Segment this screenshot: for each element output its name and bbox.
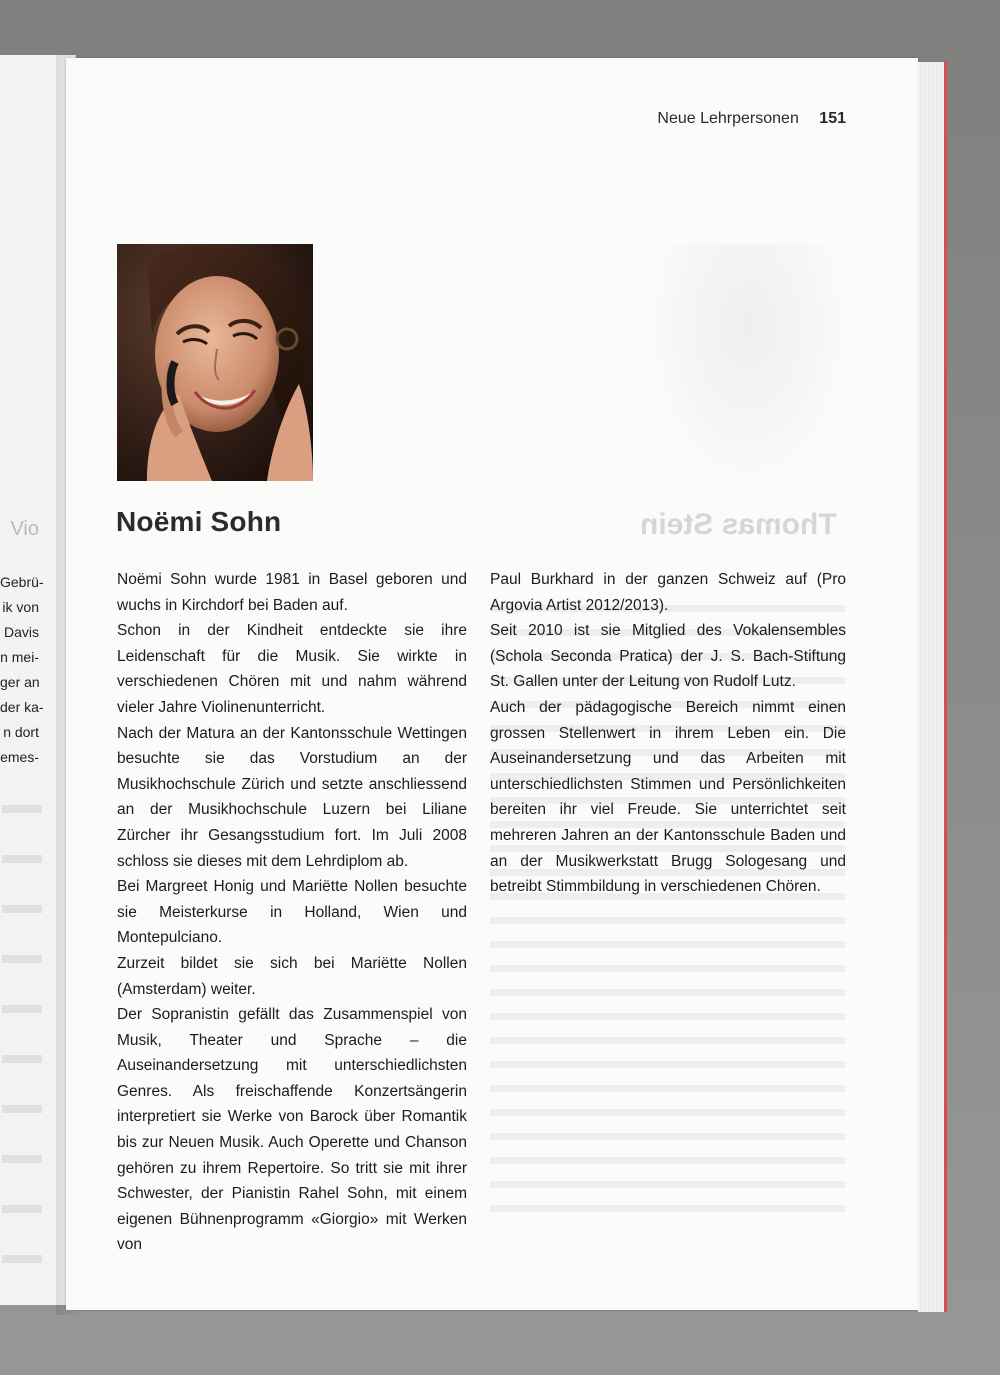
left-page-fragment: n mei- [0,649,39,665]
left-page-fragment: Gebrü- [0,574,44,590]
bio-paragraph: Seit 2010 ist sie Mitglied des Vokalensembles (Schola Seconda Pratica) der J. S. Bach-Stiftung St. Gallen unter der Leitung von Rudolf Lutz. [490,622,846,691]
show-through-name: Thomas Stein [640,508,837,541]
bio-paragraph: Paul Burkhard in der ganzen Schweiz auf (Pro Argovia Artist 2012/2013). [490,571,846,614]
left-page-fragment: n dort [3,724,39,740]
biography-left-column [117,567,467,1258]
bio-paragraph: Nach der Matura an der Kantonsschule Wettingen besuchte sie das Vorstudium an der Musikhochschule Zürich und setzte anschliessend an der Musikhochschule Luzern bei Liliane Zürcher ihr Gesangsstudium fort. Im Juli 2008 schloss sie dieses mit dem Lehrdiplom ab. [117,724,467,870]
biography-right-column [490,567,846,900]
bio-paragraph: Schon in der Kindheit entdeckte sie ihre Leidenschaft für die Musik. Sie wirkte in verschiedenen Chören mit und nahm während vieler Jahre Violinenunterricht. [117,622,467,716]
left-page-fragment: Davis [3,624,39,640]
show-through-photo [650,244,846,481]
section-title: Neue Lehrpersonen [657,110,799,127]
left-page-fragment: ger an [0,674,40,690]
left-page-fragment: emes- [0,749,39,765]
left-page-fragment: Vio [10,518,39,540]
page-stack-edge [918,62,947,1312]
bio-paragraph: Zurzeit bildet sie sich bei Mariëtte Nollen (Amsterdam) weiter. [117,954,467,998]
left-page-fragment: ik von [2,599,39,615]
teacher-name: Noëmi Sohn [116,506,282,537]
page-number: 151 [819,110,846,127]
portrait-photo [117,244,313,481]
bio-paragraph: Bei Margreet Honig und Mariëtte Nollen besuchte sie Meisterkurse in Holland, Wien und Montepulciano. [117,878,467,947]
bio-paragraph: Noëmi Sohn wurde 1981 in Basel geboren und wuchs in Kirchdorf bei Baden auf. [117,571,467,614]
running-head [657,110,846,128]
portrait-illustration [117,244,313,481]
bio-paragraph: Der Sopranistin gefällt das Zusammenspiel von Musik, Theater und Sprache – die Auseinandersetzung mit unterschiedlichsten Genres. Als freischaffende Konzertsängerin interpretiert sie Werke von Barock über Romantik bis zur Neuen Musik. Auch Operette und Chanson gehören zu ihrem Repertoire. So tritt sie mit ihrer Schwester, der Pianistin Rahel Sohn, mit einem eigenen Bühnenprogramm «Giorgio» mit Werken von [117,1006,467,1254]
bio-paragraph: Auch der pädagogische Bereich nimmt einen grossen Stellenwert in ihrem Leben ein. Die Auseinandersetzung und das Arbeiten mit unterschiedlichsten Stimmen und Persönlichkeiten bereiten ihr viel Freude. Sie unterrichtet seit mehreren Jahren an der Kantonsschule Baden und an der Musikwerkstatt Brugg Sologesang und betreibt Stimmbildung in verschiedenen Chören. [490,698,846,896]
left-page-fragment: der ka- [0,699,44,715]
